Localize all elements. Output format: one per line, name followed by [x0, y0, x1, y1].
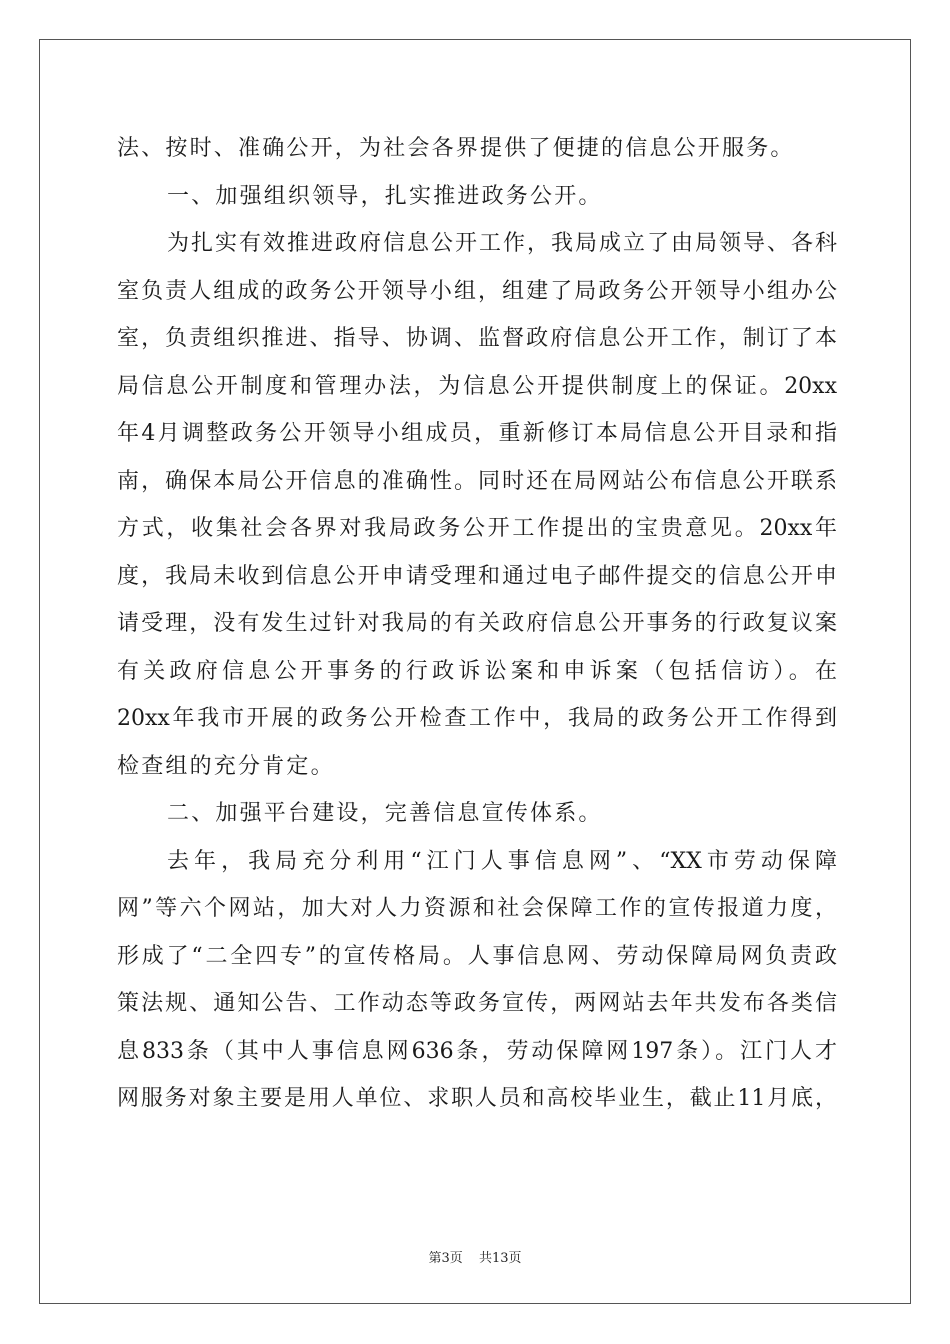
text-line: 方式，收集社会各界对我局政务公开工作提出的宝贵意见。20xx年 — [117, 516, 837, 541]
text-line: 年4月调整政务公开领导小组成员，重新修订本局信息公开目录和指 — [117, 421, 837, 446]
section-heading: 一、加强组织领导，扎实推进政务公开。 — [167, 183, 603, 209]
text-line: 法、按时、准确公开，为社会各界提供了便捷的信息公开服务。 — [117, 136, 795, 161]
section-heading: 二、加强平台建设，完善信息宣传体系。 — [167, 801, 603, 826]
text-line: 网”等六个网站，加大对人力资源和社会保障工作的宣传报道力度， — [117, 896, 837, 921]
text-line: 去年，我局充分利用“江门人事信息网”、“XX市劳动保障 — [167, 848, 837, 874]
page-footer — [0, 1247, 950, 1266]
text-line: 室，负责组织推进、指导、协调、监督政府信息公开工作，制订了本 — [117, 326, 837, 351]
text-line: 请受理，没有发生过针对我局的有关政府信息公开事务的行政复议案 — [117, 611, 837, 636]
text-line: 有关政府信息公开事务的行政诉讼案和申诉案（包括信访）。在 — [117, 658, 837, 684]
text-line: 策法规、通知公告、工作动态等政务宣传，两网站去年共发布各类信 — [117, 991, 837, 1016]
text-line: 形成了“二全四专”的宣传格局。人事信息网、劳动保障局网负责政 — [117, 943, 837, 969]
text-line: 检查组的充分肯定。 — [117, 753, 335, 779]
text-line: 息833条（其中人事信息网636条，劳动保障网197条）。江门人才 — [117, 1038, 837, 1064]
text-line: 度，我局未收到信息公开申请受理和通过电子邮件提交的信息公开申 — [117, 563, 837, 589]
text-line: 为扎实有效推进政府信息公开工作，我局成立了由局领导、各科 — [167, 231, 837, 256]
document-body — [117, 125, 837, 1123]
page-number: 第3页 — [428, 1251, 463, 1266]
text-line: 20xx年我市开展的政务公开检查工作中，我局的政务公开工作得到 — [117, 706, 837, 731]
text-line: 南，确保本局公开信息的准确性。同时还在局网站公布信息公开联系 — [117, 468, 837, 494]
page-total: 共13页 — [478, 1251, 522, 1266]
text-line: 网服务对象主要是用人单位、求职人员和高校毕业生，截止11月底， — [117, 1086, 837, 1111]
text-line: 局信息公开制度和管理办法，为信息公开提供制度上的保证。20xx — [117, 373, 837, 399]
text-line: 室负责人组成的政务公开领导小组，组建了局政务公开领导小组办公 — [117, 278, 837, 304]
